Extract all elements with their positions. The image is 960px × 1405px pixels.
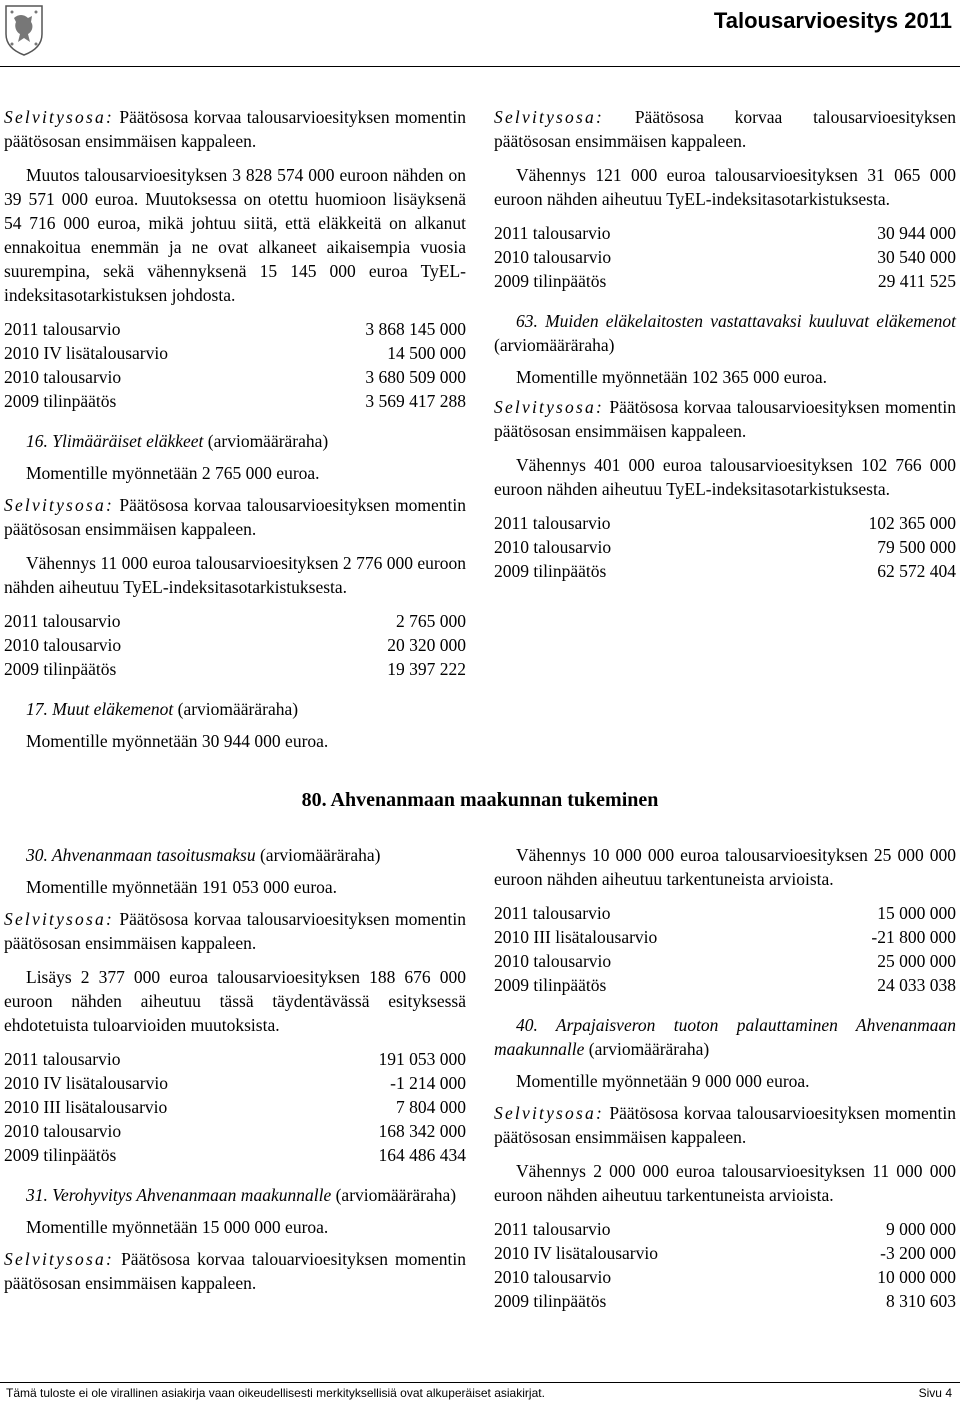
appropriation-table	[4, 317, 466, 413]
table-row: 2010 III lisätalousarvio 7 804 000	[4, 1097, 466, 1117]
explanation-label: Selvitysosa:	[4, 107, 114, 127]
moment-amount: Momentille myönnetään 9 000 000 euroa.	[516, 1071, 810, 1091]
footer-disclaimer: Tämä tuloste ei ole virallinen asiakirja vaan oikeudellisesti merkityksellisiä ovat alkuperäiset asiakirjat.	[6, 1386, 545, 1400]
table-row: 2011 talousarvio 15 000 000	[494, 903, 956, 923]
body-paragraph: Vähennys 121 000 euroa talousarvioesityksen 31 065 000 euroon nähden aiheutuu TyEL-indeksitasotarkistuksesta.	[494, 165, 956, 209]
table-row: 2011 talousarvio 191 053 000	[4, 1049, 466, 1069]
table-row: 2009 tilinpäätös 3 569 417 288	[4, 391, 466, 411]
right-column-top	[494, 105, 956, 583]
appropriation-table	[494, 901, 956, 997]
explanation-paragraph: Selvitysosa: Päätösosa korvaa talousarvioesityksen päätösosan ensimmäisen kappaleen.	[494, 107, 956, 151]
explanation-paragraph: Selvitysosa: Päätösosa korvaa talousarvioesityksen momentin päätösosan ensimmäisen kappaleen.	[4, 107, 466, 151]
table-row: 2010 talousarvio 3 680 509 000	[4, 367, 466, 387]
explanation-paragraph: Selvitysosa: Päätösosa korvaa talousarvioesityksen momentin päätösosan ensimmäisen kappaleen.	[4, 495, 466, 539]
appropriation-table	[4, 1047, 466, 1167]
table-row: 2009 tilinpäätös 8 310 603	[494, 1291, 956, 1311]
footer-rule	[0, 1382, 960, 1383]
moment-amount: Momentille myönnetään 2 765 000 euroa.	[26, 463, 320, 483]
appropriation-table	[4, 609, 466, 681]
left-column-top	[4, 105, 466, 753]
explanation-label: Selvitysosa:	[4, 1249, 114, 1269]
moment-amount: Momentille myönnetään 30 944 000 euroa.	[26, 731, 329, 751]
explanation-label: Selvitysosa:	[494, 397, 604, 417]
moment-amount: Momentille myönnetään 102 365 000 euroa.	[516, 367, 828, 387]
right-column-bottom	[494, 843, 956, 1313]
appropriation-table	[494, 511, 956, 583]
table-row: 2010 III lisätalousarvio -21 800 000	[494, 927, 956, 947]
table-row: 2010 talousarvio 10 000 000	[494, 1267, 956, 1287]
table-row: 2009 tilinpäätös 164 486 434	[4, 1145, 466, 1165]
document-title: Talousarvioesitys 2011	[713, 8, 952, 33]
explanation-paragraph: Selvitysosa: Päätösosa korvaa talouarvioesityksen momentin päätösosan ensimmäisen kappaleen.	[4, 1249, 466, 1293]
appropriation-table	[494, 1217, 956, 1313]
moment-amount: Momentille myönnetään 191 053 000 euroa.	[26, 877, 338, 897]
appropriation-table	[494, 221, 956, 293]
moment-heading: 30. Ahvenanmaan tasoitusmaksu (arviomääräraha)	[26, 845, 381, 865]
table-row: 2010 talousarvio 168 342 000	[4, 1121, 466, 1141]
explanation-label: Selvitysosa:	[494, 1103, 604, 1123]
table-row: 2011 talousarvio 30 944 000	[494, 223, 956, 243]
table-row: 2010 talousarvio 79 500 000	[494, 537, 956, 557]
body-paragraph: Vähennys 10 000 000 euroa talousarvioesityksen 25 000 000 euroon nähden aiheutuu tarkentuneista arvioista.	[494, 845, 956, 889]
table-row: 2011 talousarvio 102 365 000	[494, 513, 956, 533]
table-row: 2009 tilinpäätös 29 411 525	[494, 271, 956, 291]
moment-heading: 40. Arpajaisveron tuoton palauttaminen Ahvenanmaan maakunnalle (arviomääräraha)	[494, 1015, 956, 1059]
table-row: 2010 IV lisätalousarvio -3 200 000	[494, 1243, 956, 1263]
body-paragraph: Vähennys 2 000 000 euroa talousarvioesityksen 11 000 000 euroon nähden aiheutuu tarkentuneista arvioista.	[494, 1161, 956, 1205]
page-number: Sivu 4	[918, 1386, 952, 1400]
table-row: 2011 talousarvio 2 765 000	[4, 611, 466, 631]
table-row: 2011 talousarvio 9 000 000	[494, 1219, 956, 1239]
table-row: 2010 talousarvio 20 320 000	[4, 635, 466, 655]
body-paragraph: Vähennys 11 000 euroa talousarvioesityksen 2 776 000 euroon nähden aiheutuu TyEL-indeksitasotarkistuksesta.	[4, 553, 466, 597]
moment-amount: Momentille myönnetään 15 000 000 euroa.	[26, 1217, 329, 1237]
explanation-paragraph: Selvitysosa: Päätösosa korvaa talousarvioesityksen momentin päätösosan ensimmäisen kappaleen.	[4, 909, 466, 953]
coat-of-arms-logo	[4, 4, 44, 56]
header-rule	[0, 66, 960, 67]
explanation-label: Selvitysosa:	[4, 495, 114, 515]
moment-heading: 17. Muut eläkemenot (arviomääräraha)	[26, 699, 299, 719]
table-row: 2009 tilinpäätös 19 397 222	[4, 659, 466, 679]
body-paragraph: Muutos talousarvioesityksen 3 828 574 000 euroon nähden on 39 571 000 euroa. Muutoksessa on otettu huomioon lisäyksenä 54 716 000 euroa, mikä johtuu siitä, että eläkkeitä on alkanut ennakoitua enemmän ja ne ovat alkaneet aikaisempia vuosia suurempina, sekä vähennyksenä 15 145 000 euroa TyEL-indeksitasotarkistuksen johdosta.	[4, 165, 466, 305]
table-row: 2010 IV lisätalousarvio -1 214 000	[4, 1073, 466, 1093]
explanation-paragraph: Selvitysosa: Päätösosa korvaa talousarvioesityksen momentin päätösosan ensimmäisen kappaleen.	[494, 1103, 956, 1147]
table-row: 2011 talousarvio 3 868 145 000	[4, 319, 466, 339]
body-paragraph: Vähennys 401 000 euroa talousarvioesityksen 102 766 000 euroon nähden aiheutuu TyEL-indeksitasotarkistuksesta.	[494, 455, 956, 499]
table-row: 2009 tilinpäätös 62 572 404	[494, 561, 956, 581]
explanation-label: Selvitysosa:	[494, 107, 604, 127]
body-paragraph: Lisäys 2 377 000 euroa talousarvioesityksen 188 676 000 euroon nähden aiheutuu tässä täydentävässä esityksessä ehdotetuista tuloarvioiden muutoksista.	[4, 967, 466, 1035]
table-row: 2009 tilinpäätös 24 033 038	[494, 975, 956, 995]
section-heading: 80. Ahvenanmaan maakunnan tukeminen	[301, 789, 659, 811]
table-row: 2010 talousarvio 30 540 000	[494, 247, 956, 267]
table-row: 2010 IV lisätalousarvio 14 500 000	[4, 343, 466, 363]
left-column-bottom	[4, 843, 466, 1295]
moment-heading: 63. Muiden eläkelaitosten vastattavaksi kuuluvat eläkemenot (arviomääräraha)	[494, 311, 956, 355]
moment-heading: 31. Verohyvitys Ahvenanmaan maakunnalle (arviomääräraha)	[26, 1185, 457, 1205]
table-row: 2010 talousarvio 25 000 000	[494, 951, 956, 971]
explanation-paragraph: Selvitysosa: Päätösosa korvaa talousarvioesityksen momentin päätösosan ensimmäisen kappaleen.	[494, 397, 956, 441]
moment-heading: 16. Ylimääräiset eläkkeet (arviomääräraha)	[26, 431, 329, 451]
explanation-label: Selvitysosa:	[4, 909, 114, 929]
